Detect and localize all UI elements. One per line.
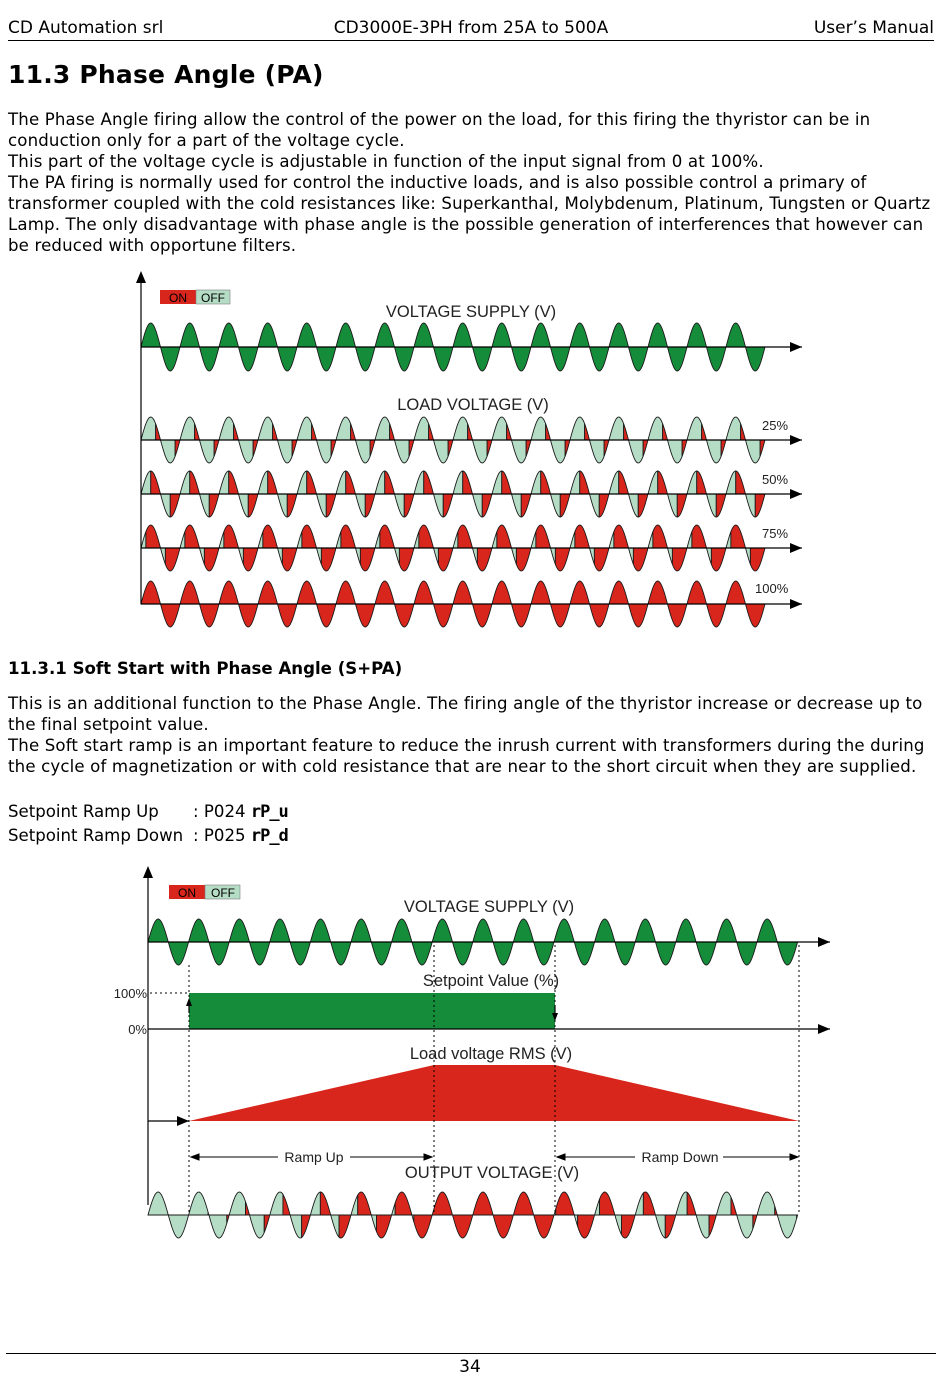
on-portion <box>493 1215 513 1238</box>
supply-half-cycle <box>270 919 290 942</box>
on-portion <box>731 1197 737 1215</box>
on-portion <box>534 1215 554 1238</box>
supply-half-cycle <box>635 919 655 942</box>
supply-half-cycle <box>473 919 493 942</box>
legend-on-label: ON <box>169 291 187 305</box>
time-axis-arrow <box>818 937 830 947</box>
on-portion <box>227 1215 229 1223</box>
supply-half-cycle <box>371 942 391 965</box>
setpoint-label: Setpoint Ramp Down <box>8 826 184 845</box>
on-portion <box>687 1192 696 1215</box>
rms-ramp <box>189 1065 799 1121</box>
level-75-label: 75% <box>762 526 789 541</box>
section-title: 11.3 Phase Angle (PA) <box>8 60 324 89</box>
setpoint-label: Setpoint Value (%) <box>422 972 560 990</box>
supply-half-cycle <box>757 919 777 942</box>
level-50-label: 50% <box>762 472 789 487</box>
on-portion <box>753 1215 757 1229</box>
supply-half-cycle <box>716 919 736 942</box>
off-portion <box>209 1215 227 1238</box>
level-100-label: 100% <box>755 581 789 596</box>
off-portion <box>696 1215 709 1238</box>
supply-half-cycle <box>574 942 594 965</box>
on-portion <box>395 1192 412 1215</box>
ramp-down-label: Ramp Down <box>641 1149 719 1165</box>
off-portion <box>716 1192 731 1215</box>
rms-label: Load voltage RMS (V) <box>409 1045 573 1063</box>
paragraph: The Phase Angle firing allow the control of the power on the load, for this firing the thyristor can be in conduction only for a part of the voltage cycle. <box>8 110 871 150</box>
off-portion <box>757 1192 775 1215</box>
off-portion <box>310 1192 320 1215</box>
on-portion <box>643 1192 655 1215</box>
supply-half-cycle <box>696 942 716 965</box>
setpoint-ramp-up: Setpoint Ramp Up : P024 rP_u <box>8 802 288 822</box>
off-portion <box>656 1215 666 1238</box>
off-portion <box>635 1193 643 1215</box>
supply-label: VOLTAGE SUPPLY (V) <box>403 898 575 916</box>
off-portion <box>270 1192 283 1215</box>
on-portion <box>246 1202 250 1215</box>
setpoint-ramp-down: Setpoint Ramp Down : P025 rP_d <box>8 826 288 846</box>
on-portion <box>414 1215 432 1238</box>
y-axis-arrow <box>143 866 153 878</box>
legend-off-label: OFF <box>201 291 225 305</box>
supply-half-cycle <box>310 919 330 942</box>
on-portion <box>513 1192 533 1215</box>
off-portion <box>371 1215 376 1231</box>
supply-half-cycle <box>453 942 473 965</box>
off-portion <box>290 1215 302 1238</box>
ramp-up-label: Ramp Up <box>284 1149 344 1165</box>
paragraph: The Soft start ramp is an important feature to reduce the inrush current with transformers during the during the cycle of magnetization or with cold resistance that are near to the short circuit when they are supplied. <box>8 736 925 776</box>
on-portion <box>358 1192 372 1215</box>
on-portion <box>709 1215 716 1236</box>
on-portion <box>665 1215 676 1238</box>
parameter-id: P025 <box>203 826 246 845</box>
off-portion <box>392 1203 396 1215</box>
y-0-label: 0% <box>128 1022 147 1037</box>
supply-half-cycle <box>777 942 797 965</box>
y-100-label: 100% <box>113 986 147 1001</box>
supply-half-cycle <box>331 942 351 965</box>
off-portion <box>229 1192 245 1215</box>
supply-half-cycle <box>148 919 168 942</box>
on-portion <box>775 1206 778 1215</box>
display-code: rP_u <box>250 802 288 822</box>
on-portion <box>264 1215 270 1232</box>
off-portion <box>676 1192 687 1215</box>
supply-half-cycle <box>392 919 412 942</box>
supply-half-cycle <box>168 942 188 965</box>
paragraph: This part of the voltage cycle is adjustable in function of the input signal from 0 at 100%. <box>8 152 764 171</box>
subsection-title: 11.3.1 Soft Start with Phase Angle (S+PA) <box>8 659 403 678</box>
on-portion <box>600 1192 615 1215</box>
legend-off-label: OFF <box>211 886 235 900</box>
page-number: 34 <box>459 1357 481 1377</box>
display-code: rP_d <box>250 826 288 846</box>
on-portion <box>621 1215 635 1238</box>
paragraph: This is an additional function to the Phase Angle. The firing angle of the thyristor increase or decrease up to the final setpoint value. <box>8 694 923 734</box>
paragraph: The PA firing is normally used for control the inductive loads, and is also possible control a primary of transformer coupled with the cold resistances like: Superkanthal, Molybdenum, Platinum, Tungsten or Quartz Lamp. The only disadvantage with phase angle is the possible generation of interferences that however can be reduced with opportune filters. <box>8 173 931 255</box>
off-portion <box>189 1192 209 1215</box>
on-portion <box>797 1215 798 1218</box>
off-portion <box>148 1192 168 1215</box>
supply-label: VOLTAGE SUPPLY (V) <box>385 303 557 321</box>
supply-half-cycle <box>737 942 757 965</box>
on-portion <box>339 1215 351 1238</box>
supply-half-cycle <box>595 919 615 942</box>
legend-on-label: ON <box>178 886 196 900</box>
output-label: OUTPUT VOLTAGE (V) <box>404 1164 580 1182</box>
load-label: LOAD VOLTAGE (V) <box>397 396 549 414</box>
off-portion <box>615 1215 622 1235</box>
header-product: CD3000E-3PH from 25A to 500A <box>333 18 609 38</box>
on-portion <box>453 1215 473 1238</box>
off-portion <box>595 1199 600 1215</box>
off-portion <box>574 1215 577 1226</box>
on-portion <box>473 1192 493 1215</box>
header-company: CD Automation srl <box>8 18 164 38</box>
supply-half-cycle <box>432 919 452 942</box>
on-portion <box>556 1192 575 1215</box>
time-axis-arrow <box>818 1024 830 1034</box>
time-axis-arrow <box>177 1116 189 1126</box>
supply-half-cycle <box>534 942 554 965</box>
on-portion <box>578 1215 595 1238</box>
supply-half-cycle <box>554 919 574 942</box>
off-portion <box>250 1215 265 1238</box>
supply-half-cycle <box>656 942 676 965</box>
supply-half-cycle <box>513 919 533 942</box>
supply-half-cycle <box>351 919 371 942</box>
supply-half-cycle <box>209 942 229 965</box>
off-portion <box>168 1215 188 1238</box>
level-25-label: 25% <box>762 418 789 433</box>
supply-half-cycle <box>615 942 635 965</box>
off-portion <box>331 1215 339 1237</box>
on-portion <box>376 1215 391 1238</box>
on-portion <box>320 1192 330 1215</box>
supply-half-cycle <box>229 919 249 942</box>
on-portion <box>432 1192 452 1215</box>
setpoint-bar <box>189 993 555 1029</box>
footer-rule <box>6 1353 936 1354</box>
supply-half-cycle <box>250 942 270 965</box>
supply-half-cycle <box>493 942 513 965</box>
parameter-id: P024 <box>203 802 246 821</box>
supply-half-cycle <box>676 919 696 942</box>
on-portion <box>302 1215 311 1237</box>
on-portion <box>283 1194 290 1215</box>
supply-half-cycle <box>290 942 310 965</box>
supply-half-cycle <box>412 942 432 965</box>
off-portion <box>351 1195 358 1215</box>
header-doc-type: User’s Manual <box>813 18 934 38</box>
setpoint-label: Setpoint Ramp Up <box>8 802 159 821</box>
off-portion <box>737 1215 753 1238</box>
off-portion <box>777 1215 796 1238</box>
supply-half-cycle <box>189 919 209 942</box>
